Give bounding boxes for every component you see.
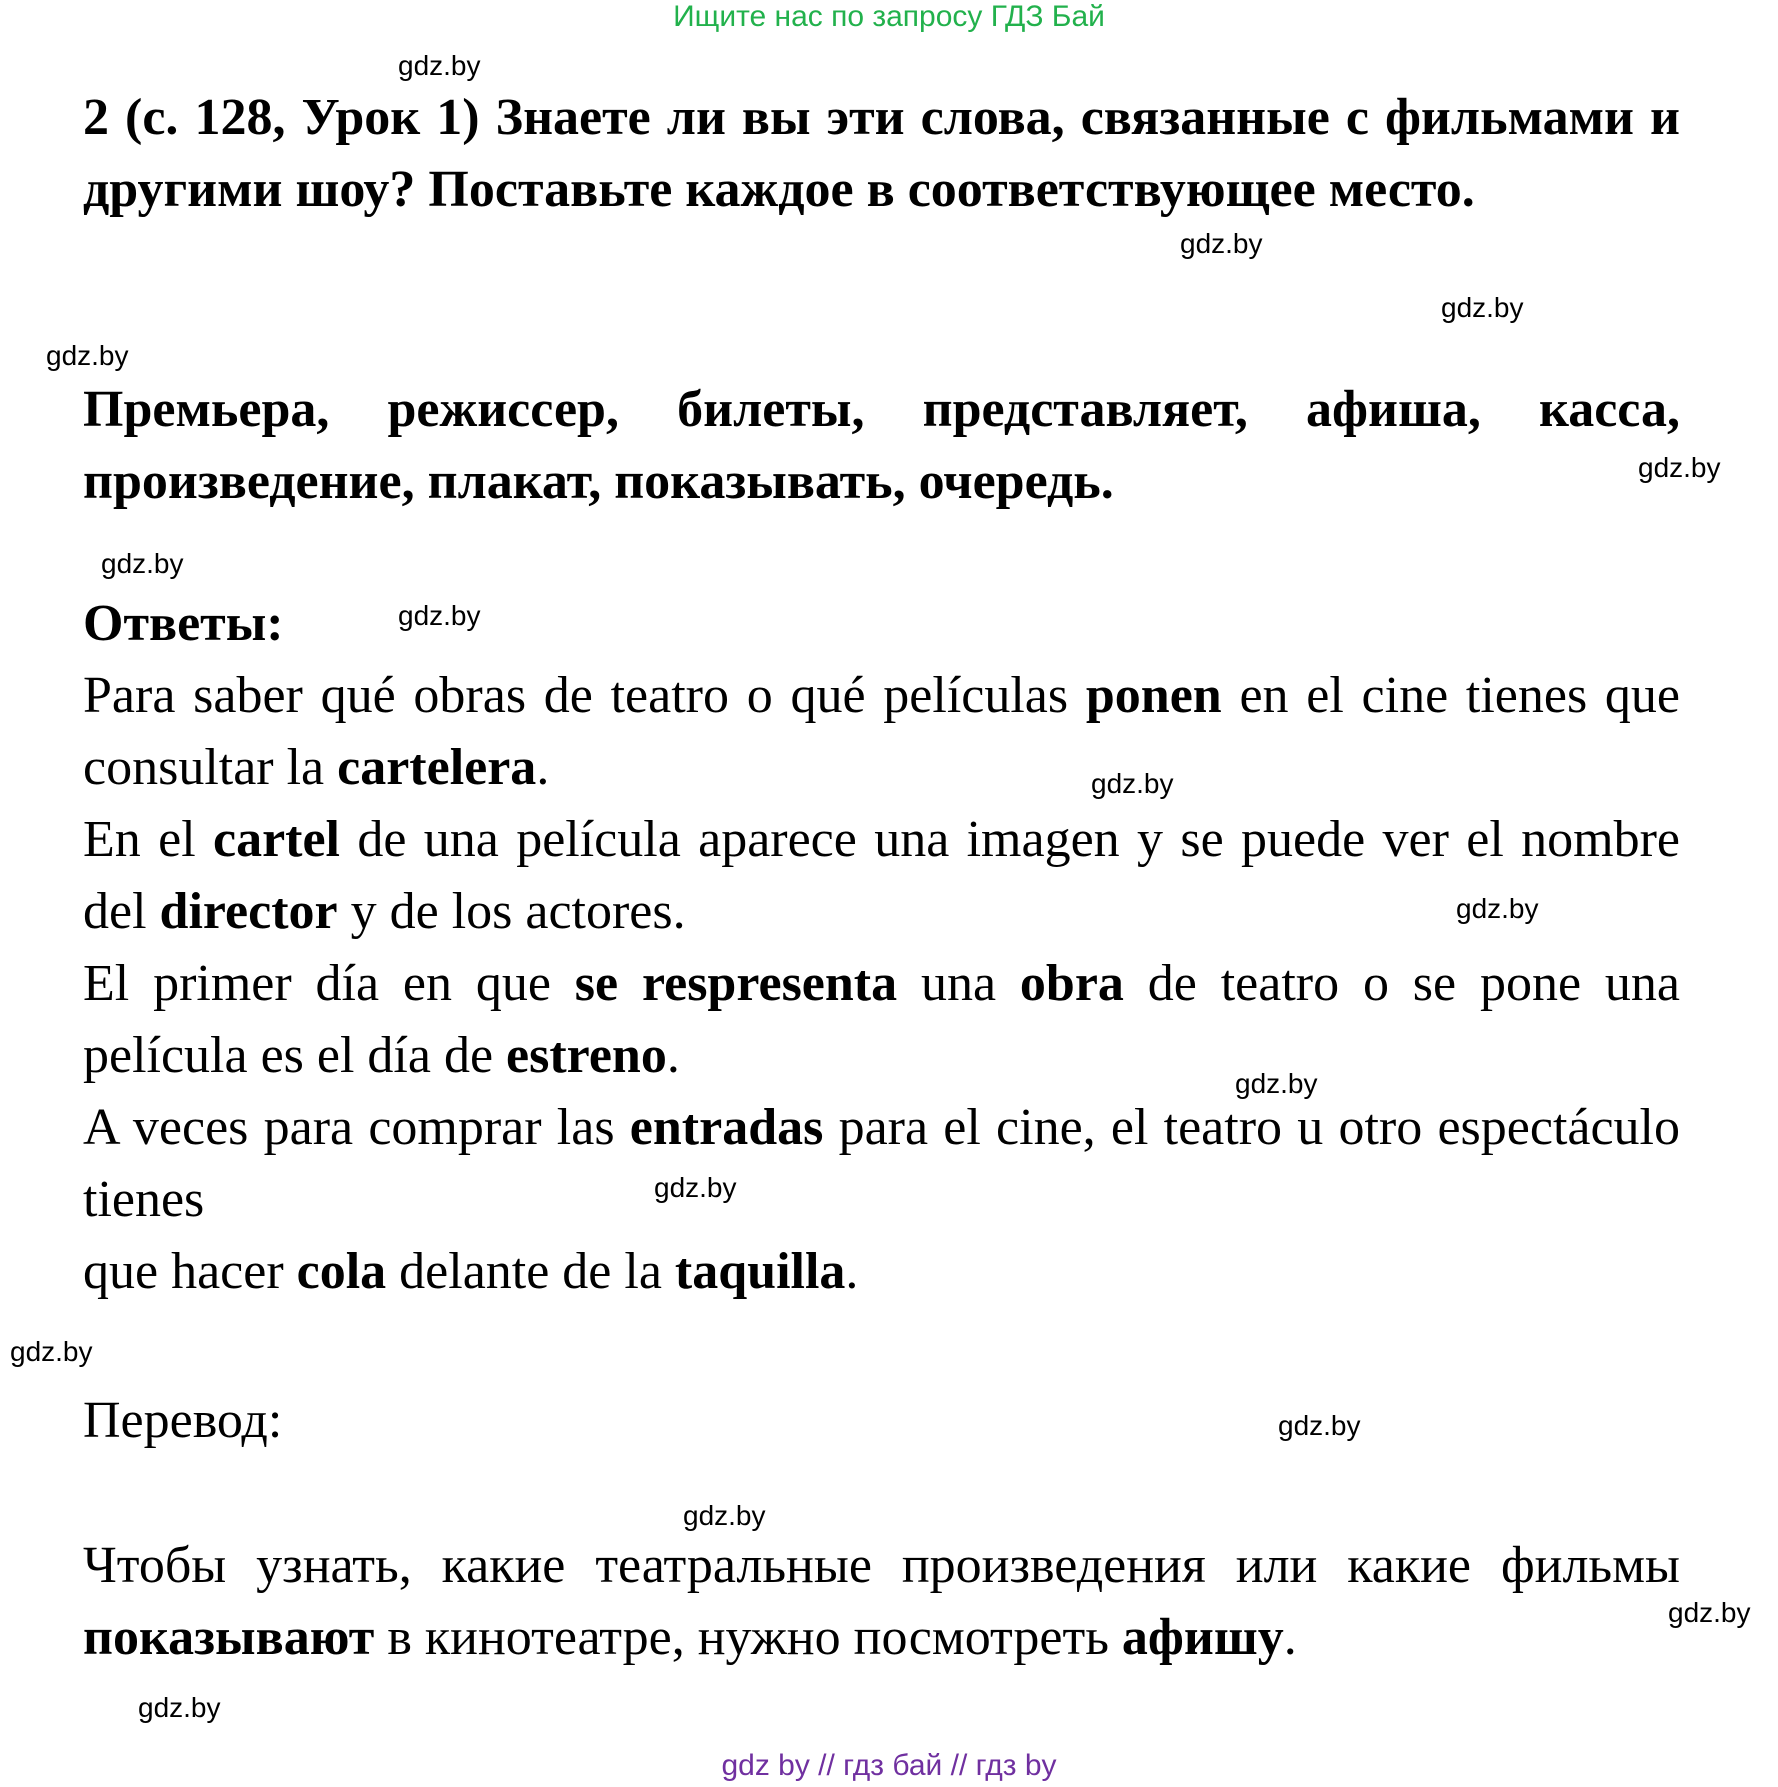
watermark: gdz.by <box>1638 452 1721 483</box>
watermark: gdz.by <box>398 50 481 81</box>
watermark: gdz.by <box>1278 1410 1361 1441</box>
answer-paragraph: El primer día en que se respresenta una obra de teatro o se pone una película es el día de estreno. <box>83 955 1680 1084</box>
watermark: gdz.by <box>1668 1597 1751 1628</box>
answer-paragraph: Para saber qué obras de teatro o qué películas ponen en el cine tienes que consultar la cartelera. <box>83 667 1680 796</box>
watermark: gdz.by <box>1180 228 1263 259</box>
answers-label: Ответы: <box>83 595 284 652</box>
watermark: gdz.by <box>46 340 129 371</box>
watermark: gdz.by <box>654 1172 737 1203</box>
translation-label: Перевод: <box>83 1392 283 1449</box>
answers-body <box>83 660 1680 1308</box>
answer-paragraph: En el cartel de una película aparece una imagen y se puede ver el nombre del director y de los actores. <box>83 811 1680 940</box>
task-heading: 2 (с. 128, Урок 1) Знаете ли вы эти слова, связанные с фильмами и другими шоу? Поставьте каждое в соответствующее место. <box>83 89 1680 218</box>
watermark: gdz.by <box>683 1500 766 1531</box>
answer-paragraph: A veces para comprar las entradas para el cine, el teatro u otro espectáculo tienes <box>83 1099 1681 1228</box>
watermark: gdz.by <box>10 1336 93 1367</box>
footer-links: gdz by // гдз бай // гдз by <box>721 1749 1057 1782</box>
word-list: Премьера, режиссер, билеты, представляет, афиша, касса, произведение, плакат, показывать, очередь. <box>83 381 1680 510</box>
watermark: gdz.by <box>398 600 481 631</box>
watermark: gdz.by <box>1441 292 1524 323</box>
top-banner: Ищите нас по запросу ГДЗ Бай <box>673 0 1105 33</box>
watermark: gdz.by <box>1235 1068 1318 1099</box>
watermark: gdz.by <box>1091 768 1174 799</box>
watermark: gdz.by <box>1456 893 1539 924</box>
answer-paragraph: que hacer cola delante de la taquilla. <box>83 1243 859 1300</box>
watermark: gdz.by <box>101 548 184 579</box>
watermark: gdz.by <box>138 1692 221 1723</box>
translation-body: Чтобы узнать, какие театральные произведения или какие фильмы показывают в кинотеатре, нужно посмотреть афишу. <box>83 1537 1680 1666</box>
